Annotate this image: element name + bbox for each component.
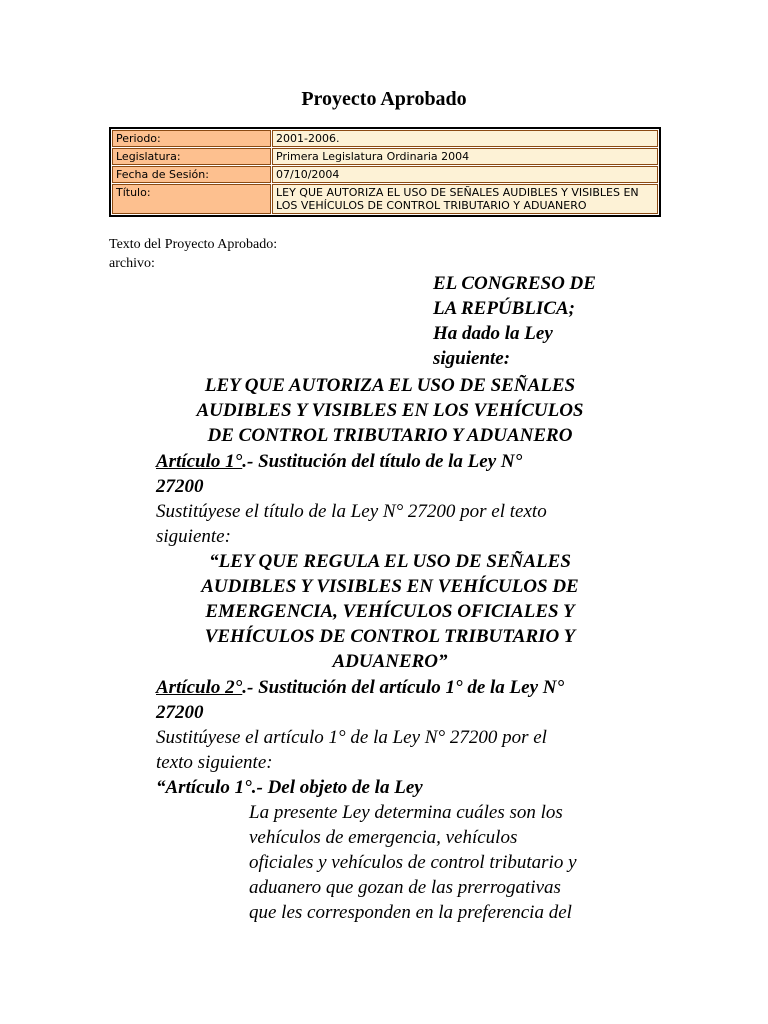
table-row [112, 184, 658, 214]
fecha-label: Fecha de Sesión: [112, 166, 271, 183]
new-title-line: “LEY QUE REGULA EL USO DE SEÑALES [209, 551, 571, 572]
article-1-body-line: Sustitúyese el título de la Ley N° 27200 por el texto [156, 501, 547, 522]
congress-preamble [433, 271, 648, 371]
objeto-line: oficiales y vehículos de control tributario y [249, 852, 577, 873]
new-title-line: AUDIBLES Y VISIBLES EN VEHÍCULOS DE [201, 576, 579, 597]
article-2-label: Artículo 2° [156, 677, 243, 698]
article-1-label: Artículo 1° [156, 451, 243, 472]
law-title-line: LEY QUE AUTORIZA EL USO DE SEÑALES [204, 375, 576, 396]
texto-label: Texto del Proyecto Aprobado: [109, 237, 278, 252]
fecha-value: 07/10/2004 [272, 166, 658, 183]
law-title [150, 373, 630, 448]
congress-line: siguiente: [433, 348, 511, 369]
article-2-body-line: Sustitúyese el artículo 1° de la Ley N° 27200 por el [156, 727, 547, 748]
article-2-quote-heading: “Artículo 1°.- Del objeto de la Ley [156, 777, 423, 798]
table-row [112, 166, 658, 183]
objeto-line: La presente Ley determina cuáles son los [249, 802, 563, 823]
table-row [112, 148, 658, 165]
page-title: Proyecto Aprobado [301, 88, 467, 110]
periodo-label: Periodo: [112, 130, 271, 147]
table-row [112, 130, 658, 147]
metadata-table [109, 127, 661, 217]
article-2-heading-line2: 27200 [156, 702, 204, 723]
new-law-title [150, 549, 630, 674]
objeto-line: que les corresponden en la preferencia del [249, 902, 572, 923]
article-2-body-line: texto siguiente: [156, 752, 273, 773]
objeto-paragraph [249, 800, 651, 925]
congress-line: LA REPÚBLICA; [433, 298, 575, 319]
titulo-value: LEY QUE AUTORIZA EL USO DE SEÑALES AUDIBLES Y VISIBLES EN LOS VEHÍCULOS DE CONTROL TRIBUTARIO Y ADUANERO [272, 184, 658, 214]
article-2-heading [156, 675, 641, 700]
congress-line: Ha dado la Ley [433, 323, 553, 344]
legislatura-value: Primera Legislatura Ordinaria 2004 [272, 148, 658, 165]
law-title-line: DE CONTROL TRIBUTARIO Y ADUANERO [207, 425, 573, 446]
new-title-line: VEHÍCULOS DE CONTROL TRIBUTARIO Y [204, 626, 576, 647]
periodo-value: 2001-2006. [272, 130, 658, 147]
article-2 [156, 675, 641, 800]
legislatura-label: Legislatura: [112, 148, 271, 165]
article-1 [156, 449, 641, 549]
congress-line: EL CONGRESO DE [433, 273, 596, 294]
objeto-line: vehículos de emergencia, vehículos [249, 827, 518, 848]
article-1-heading-text: .- Sustitución del título de la Ley N° [242, 451, 523, 472]
objeto-line: aduanero que gozan de las prerrogativas [249, 877, 561, 898]
article-1-heading-line2: 27200 [156, 476, 204, 497]
article-2-heading-text: .- Sustitución del artículo 1° de la Ley N° [242, 677, 565, 698]
archivo-label: archivo: [109, 256, 155, 271]
titulo-label: Título: [112, 184, 271, 214]
article-1-body-line: siguiente: [156, 526, 231, 547]
article-1-heading [156, 449, 641, 474]
law-title-line: AUDIBLES Y VISIBLES EN LOS VEHÍCULOS [196, 400, 584, 421]
new-title-line: ADUANERO” [332, 651, 448, 672]
new-title-line: EMERGENCIA, VEHÍCULOS OFICIALES Y [205, 601, 575, 622]
